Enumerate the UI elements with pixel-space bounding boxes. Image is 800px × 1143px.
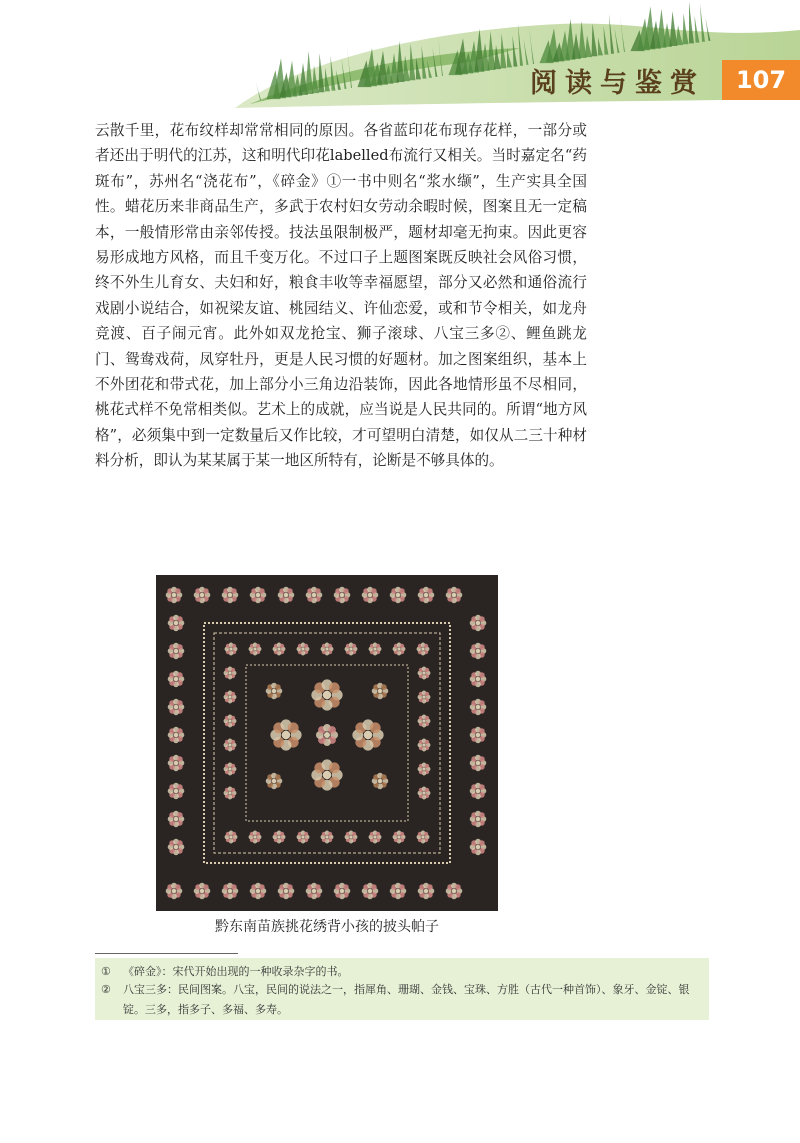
embroidered-flower <box>345 643 358 656</box>
embroidered-flower <box>417 831 430 844</box>
embroidered-flower <box>470 699 487 716</box>
embroidered-flower <box>224 763 237 776</box>
embroidered-flower <box>470 671 487 688</box>
embroidered-flower <box>297 643 310 656</box>
footnote-divider <box>95 953 238 954</box>
embroidered-flower <box>446 883 463 900</box>
embroidered-flower <box>362 883 379 900</box>
embroidered-flower <box>168 755 185 772</box>
embroidered-flower <box>273 643 286 656</box>
embroidered-flower <box>372 683 389 700</box>
embroidered-flower <box>249 643 262 656</box>
embroidered-flower <box>470 783 487 800</box>
embroidered-flower <box>418 667 431 680</box>
embroidered-headscarf-image <box>156 575 498 911</box>
embroidered-flower <box>418 763 431 776</box>
embroidered-flower <box>321 643 334 656</box>
body-text: 云散千里，花布纹样却常常相同的原因。各省蓝印花布现存花样，一部分或者还出于明代的江苏，这和明代印花labelled布流行又相关。当时嘉定名“药斑布”，苏州名“浇花布”，《碎金》①一书中则名“浆水缬”，生产实具全国性。蜡花历来非商品生产，多武于农村妇女劳动余暇时候，图案且无一定稿本，一般情形常由亲邻传授。技法虽限制极严，题材却毫无拘束。因此更容易形成地方风格，而且千变万化。不过口子上题图案既反映社会风俗习惯，终不外生儿育女、夫妇和好，粮食丰收等幸福愿望，部分又必然和通俗流行戏剧小说结合，如祝梁友谊、桃园结义、许仙恋爱，或和节令相关，如龙舟竞渡、百子闹元宵。此外如双龙抢宝、狮子滚球、八宝三多②、鲤鱼跳龙门、鸳鸯戏荷，凤穿牡丹，更是人民习惯的好题材。加之图案组织，基本上不外团花和带式花，加上部分小三角边沿装饰，因此各地情形虽不尽相同，桃花式样不免常相类似。艺术上的成就，应当说是人民共同的。所谓“地方风格”，必须集中到一定数量后又作比较，才可望明白清楚，如仅从二三十种材料分析，即认为某某属于某一地区所特有，论断是不够具体的。 <box>95 122 587 470</box>
embroidered-flower <box>270 719 301 750</box>
embroidered-flower <box>446 587 463 604</box>
footnotes <box>95 958 709 1020</box>
embroidered-flower <box>273 831 286 844</box>
embroidered-flower <box>194 587 211 604</box>
page-header <box>0 0 800 110</box>
embroidered-flower <box>224 787 237 800</box>
section-title: 阅读与鉴赏 <box>530 68 705 99</box>
embroidered-flower <box>470 755 487 772</box>
embroidered-flower <box>393 643 406 656</box>
embroidered-flower <box>168 839 185 856</box>
embroidered-flower <box>369 831 382 844</box>
embroidered-flower <box>278 587 295 604</box>
embroidered-flower <box>278 883 295 900</box>
embroidered-flower <box>393 831 406 844</box>
embroidered-flower <box>297 831 310 844</box>
embroidered-flower <box>369 643 382 656</box>
embroidered-flower <box>418 787 431 800</box>
embroidered-flower <box>311 679 342 710</box>
embroidered-flower <box>311 759 342 790</box>
embroidered-flower <box>417 643 430 656</box>
footnote-mark: ① <box>101 965 111 978</box>
embroidered-flower <box>266 773 283 790</box>
embroidered-flower <box>390 883 407 900</box>
embroidered-flower <box>168 671 185 688</box>
embroidered-flower <box>362 587 379 604</box>
page-number-badge: 107 <box>722 60 800 100</box>
embroidered-flower <box>168 699 185 716</box>
embroidered-flower <box>168 783 185 800</box>
leaf-shape <box>670 11 678 46</box>
embroidered-flower <box>222 587 239 604</box>
embroidered-flower <box>470 615 487 632</box>
embroidered-flower <box>352 719 383 750</box>
embroidered-flower <box>306 587 323 604</box>
embroidered-flower <box>166 587 183 604</box>
embroidered-flower <box>316 724 338 746</box>
embroidered-flower <box>194 883 211 900</box>
embroidered-flower <box>321 831 334 844</box>
figure-caption: 黔东南苗族挑花绣背小孩的披头帕子 <box>215 919 439 935</box>
embroidered-flower <box>418 715 431 728</box>
embroidered-flower <box>224 691 237 704</box>
embroidered-flower <box>168 615 185 632</box>
embroidered-flower <box>266 683 283 700</box>
embroidered-flower <box>306 883 323 900</box>
embroidered-flower <box>224 715 237 728</box>
embroidered-flower <box>470 643 487 660</box>
embroidered-flower <box>224 739 237 752</box>
footnote-mark: ② <box>101 983 111 996</box>
embroidered-flower <box>418 739 431 752</box>
leaf-shape <box>683 13 689 44</box>
embroidered-flower <box>372 773 389 790</box>
footnote-text: 《碎金》：宋代开始出现的一种收录杂字的书。 <box>123 965 349 978</box>
embroidered-flower <box>470 839 487 856</box>
embroidered-flower <box>249 831 262 844</box>
footnote-text: 八宝三多：民间图案。八宝，民间的说法之一，指犀角、珊瑚、金钱、宝珠、方胜（古代一种首饰）、象牙、金锭、银锭。三多，指多子、多福、多寿。 <box>123 983 690 1016</box>
embroidered-flower <box>470 811 487 828</box>
embroidered-flower <box>334 587 351 604</box>
embroidered-flower <box>418 587 435 604</box>
embroidered-flower <box>390 587 407 604</box>
embroidered-flower <box>334 883 351 900</box>
embroidered-flower <box>166 883 183 900</box>
embroidered-flower <box>168 727 185 744</box>
embroidered-flower <box>418 883 435 900</box>
embroidered-flower <box>250 587 267 604</box>
embroidered-flower <box>168 811 185 828</box>
embroidered-flower <box>224 667 237 680</box>
embroidered-flower <box>168 643 185 660</box>
embroidered-flower <box>225 831 238 844</box>
embroidered-flower <box>222 883 239 900</box>
embroidered-flower <box>418 691 431 704</box>
embroidered-flower <box>225 643 238 656</box>
embroidered-flower <box>345 831 358 844</box>
embroidered-flower <box>470 727 487 744</box>
embroidered-flower <box>250 883 267 900</box>
